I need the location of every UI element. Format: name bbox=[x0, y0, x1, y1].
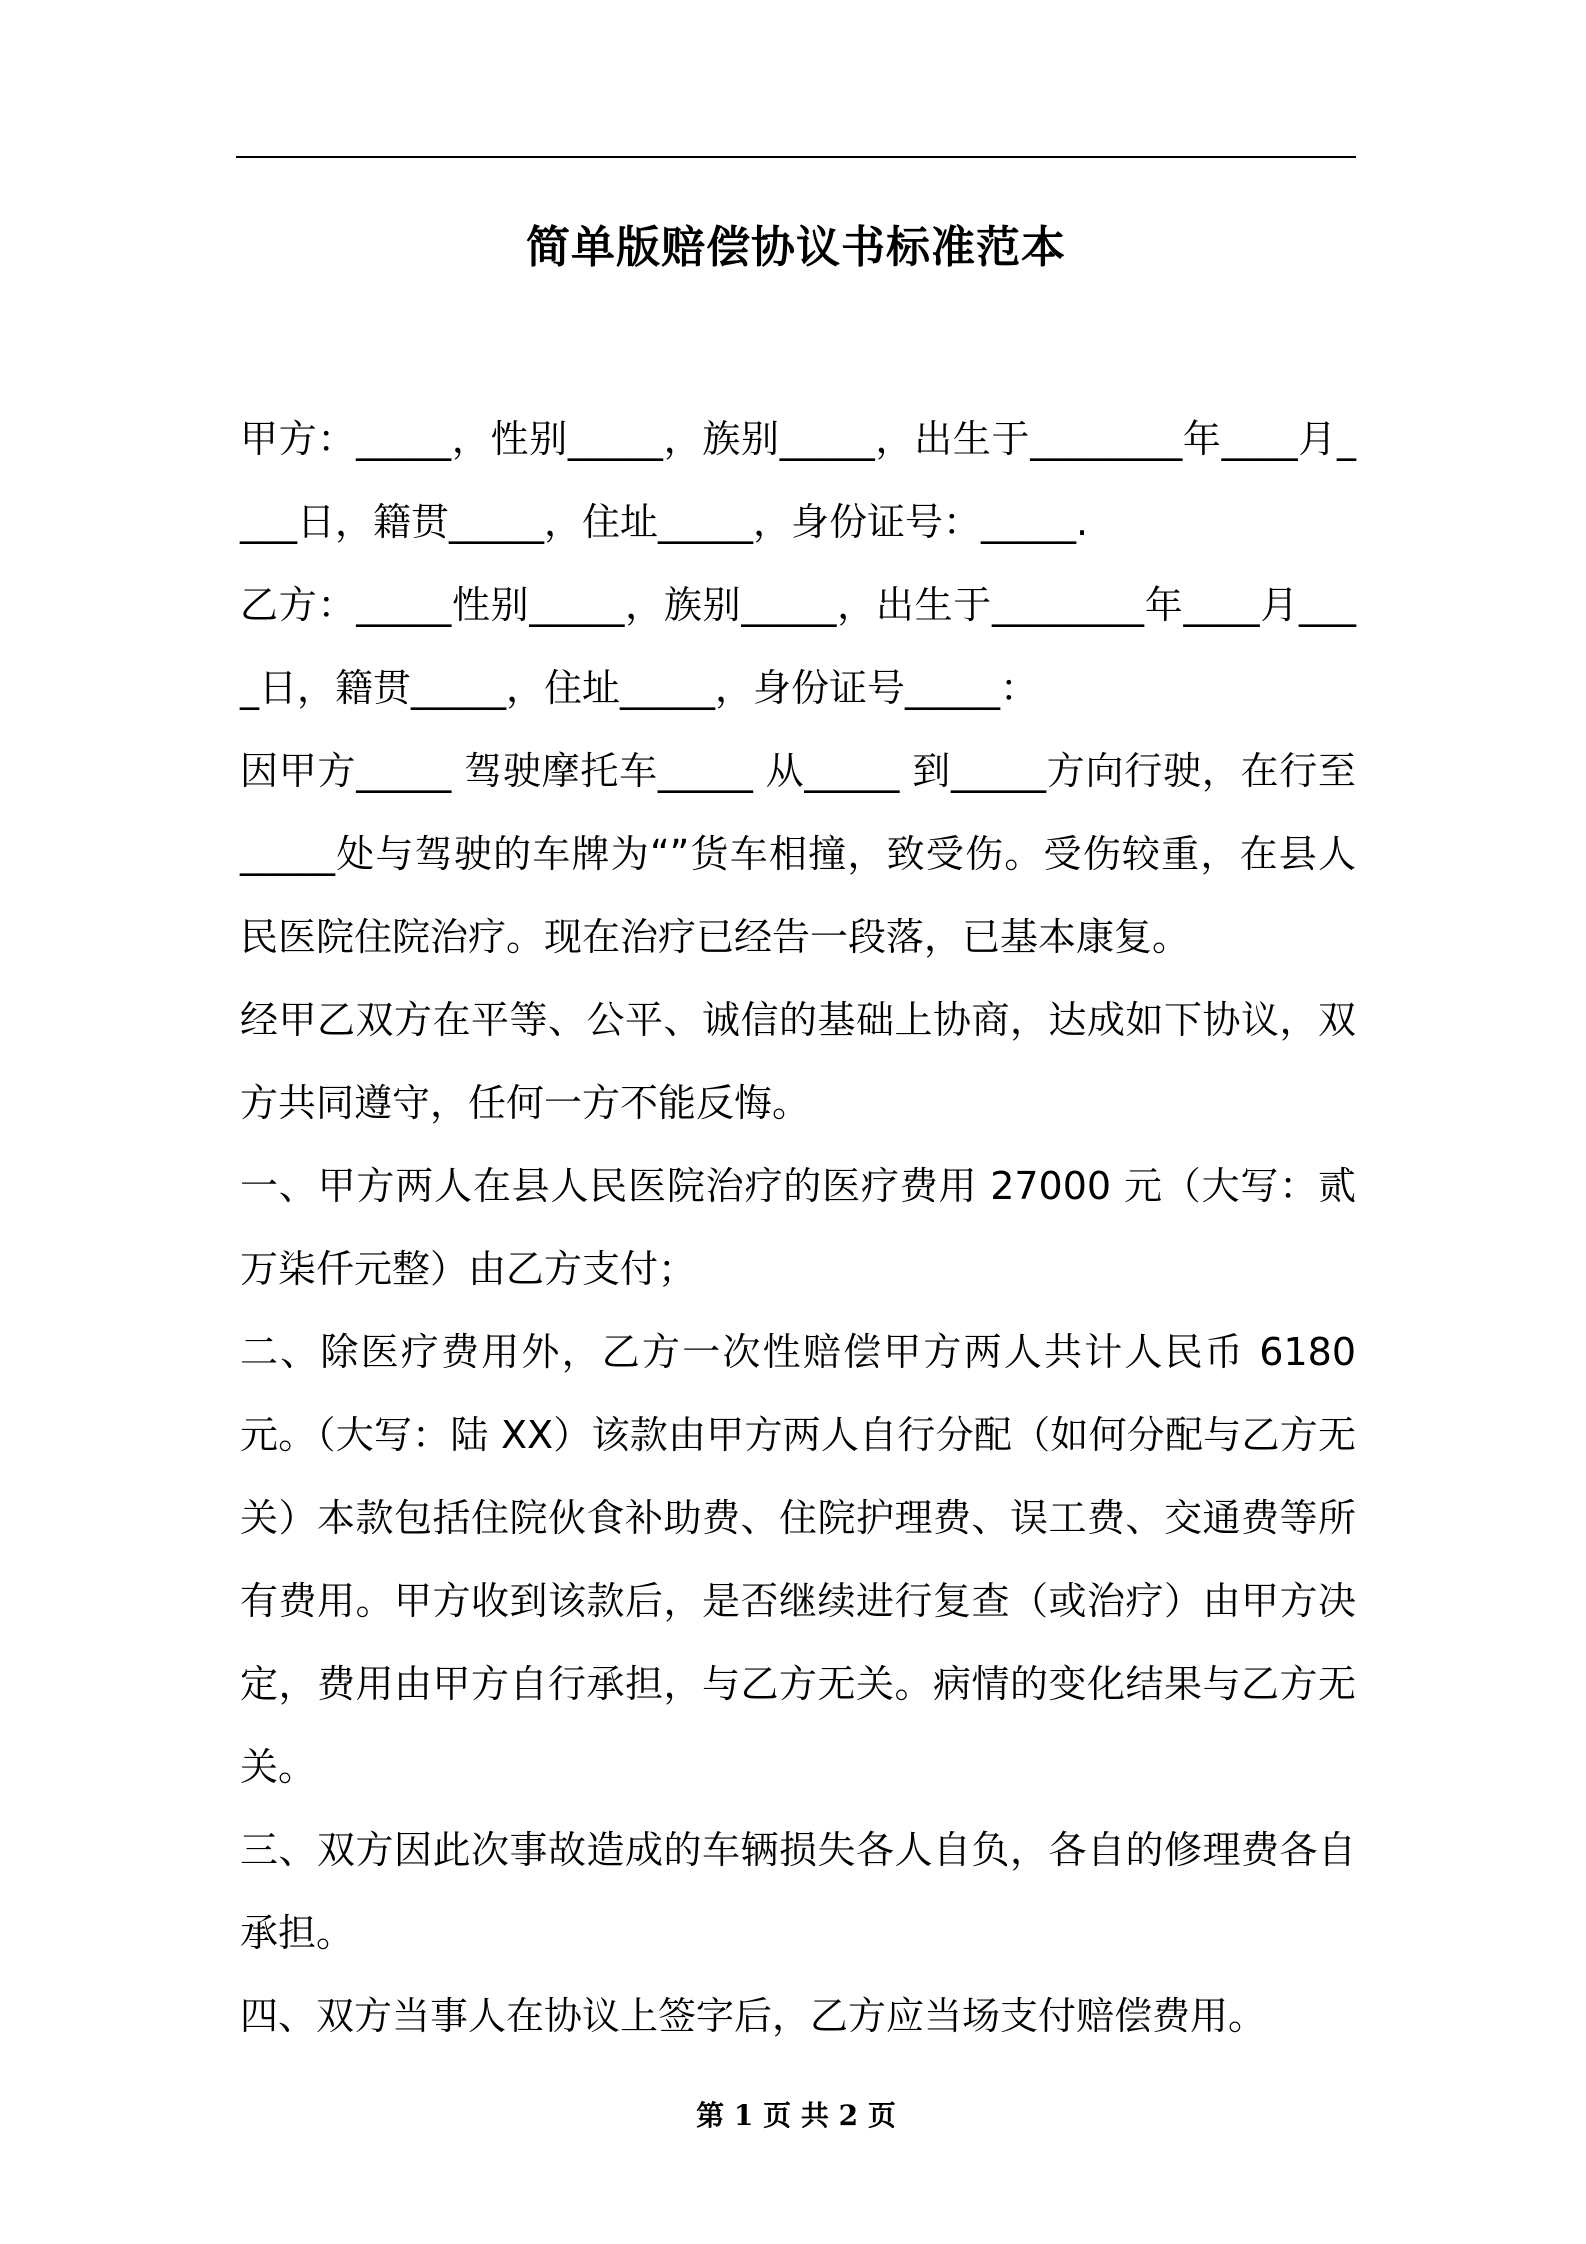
incident-description: 因甲方_____ 驾驶摩托车_____ 从_____ 到_____方向行驶，在行至_____处与驾驶的车牌为“”货车相撞，致受伤。受伤较重，在县人民医院住院治疗。现在治疗已经告一段落，已基本康复。 bbox=[240, 749, 1356, 959]
clause-1: 一、甲方两人在县人民医院治疗的医疗费用 27000 元（大写：贰万柒仟元整）由乙方支付； bbox=[240, 1164, 1356, 1291]
clause-4: 四、双方当事人在协议上签字后，乙方应当场支付赔偿费用。 bbox=[240, 1994, 1267, 2038]
document-body bbox=[240, 398, 1356, 2058]
page-footer: 第 1 页 共 2 页 bbox=[696, 2099, 896, 2132]
party-a-info: 甲方：_____，性别_____，族别_____，出生于________年____月____日，籍贯_____，住址_____，身份证号：_____. bbox=[240, 417, 1356, 544]
header-rule bbox=[236, 156, 1356, 158]
clause-3: 三、双方因此次事故造成的车辆损失各人自负，各自的修理费各自承担。 bbox=[240, 1828, 1356, 1955]
agreement-preamble: 经甲乙双方在平等、公平、诚信的基础上协商，达成如下协议，双方共同遵守，任何一方不能反悔。 bbox=[240, 998, 1356, 1125]
document-title: 简单版赔偿协议书标准范本 bbox=[526, 222, 1066, 273]
party-b-info: 乙方：_____性别_____，族别_____，出生于________年____月____日，籍贯_____，住址_____，身份证号_____： bbox=[240, 583, 1356, 710]
clause-2: 二、除医疗费用外，乙方一次性赔偿甲方两人共计人民币 6180 元。（大写：陆 XX）该款由甲方两人自行分配（如何分配与乙方无关）本款包括住院伙食补助费、住院护理费、误工费、交通费等所有费用。甲方收到该款后，是否继续进行复查（或治疗）由甲方决定，费用由甲方自行承担，与乙方无关。病情的变化结果与乙方无关。 bbox=[240, 1330, 1356, 1789]
